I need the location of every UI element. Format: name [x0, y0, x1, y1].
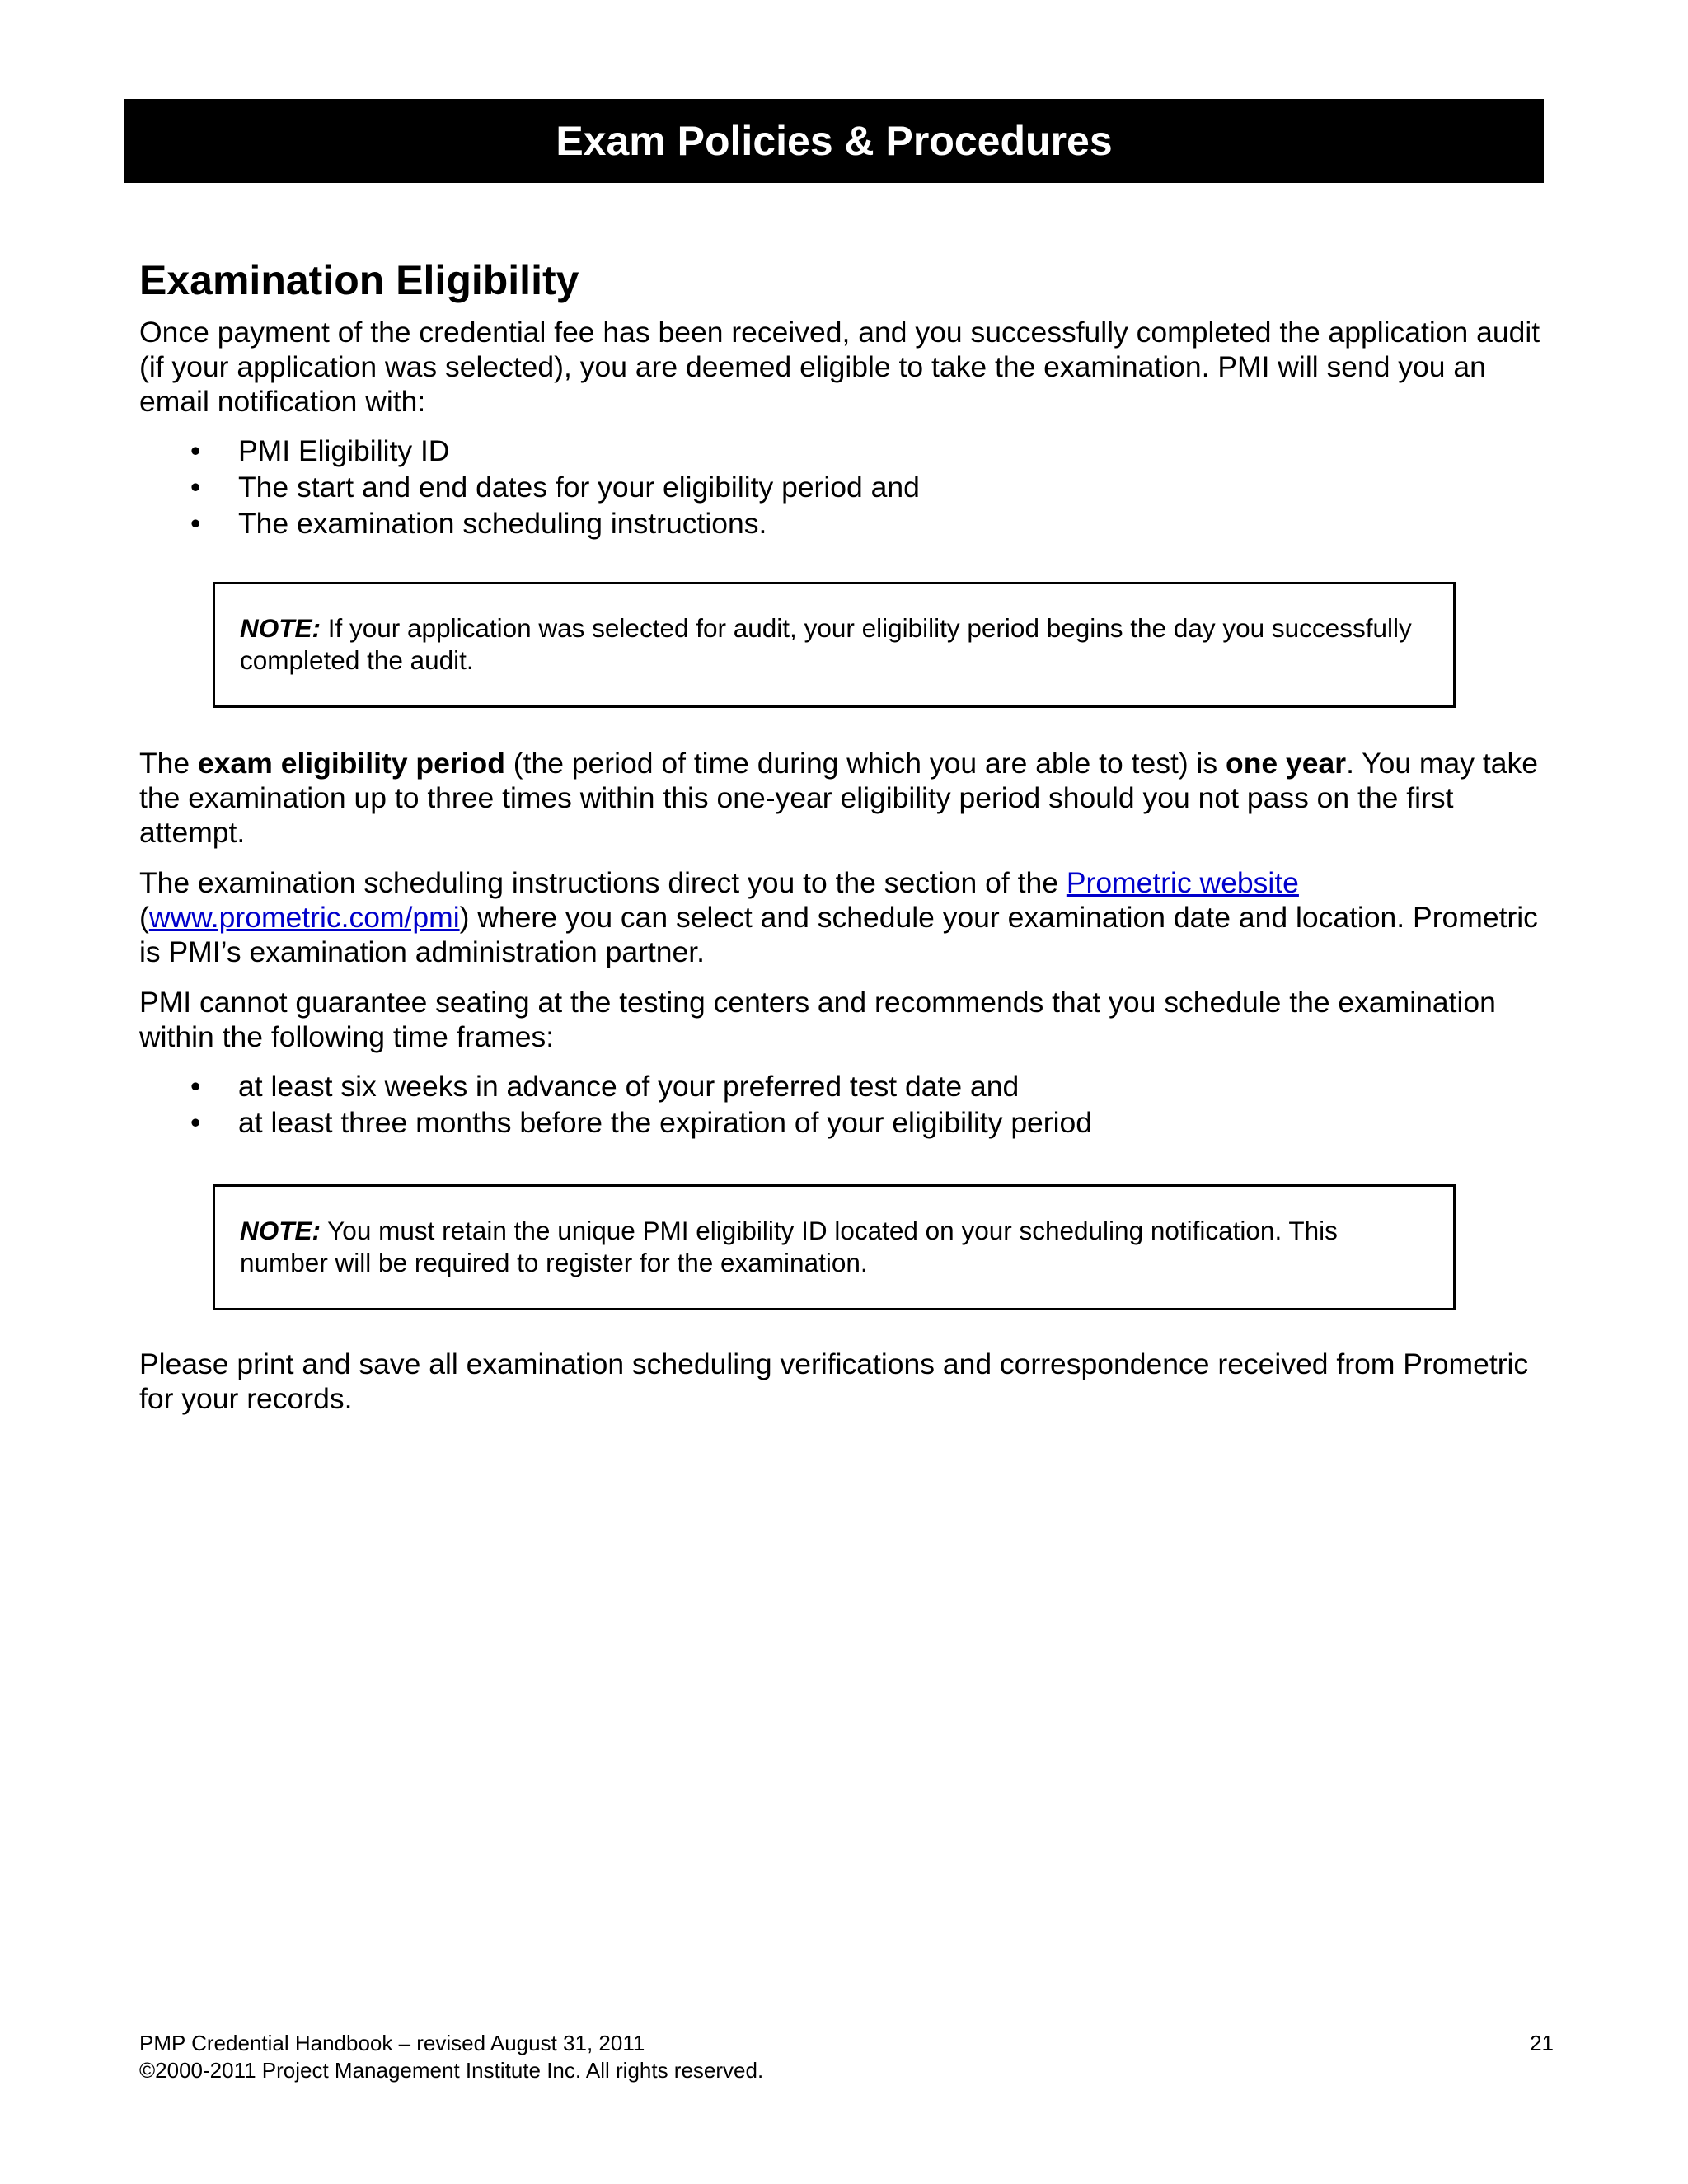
bullet-glyph: • [190, 434, 201, 467]
bullet-glyph: • [190, 1070, 201, 1103]
list-item [139, 1104, 1557, 1141]
seating-paragraph: PMI cannot guarantee seating at the testing centers and recommends that you schedule the examination within the following time frames: [139, 986, 1496, 1053]
footer-copyright: ©2000-2011 Project Management Institute Inc. All rights reserved. [139, 2058, 764, 2083]
list-item [139, 433, 1557, 469]
prometric-url-link[interactable]: www.prometric.com/pmi [148, 901, 460, 934]
text-run: (the period of time during which you are able to test) is [504, 747, 1226, 780]
audit-note-box [213, 582, 1456, 708]
bullet-glyph: • [190, 507, 201, 540]
intro-paragraph: Once payment of the credential fee has been received, and you successfully completed the application audit (if your application was selected), you are deemed eligible to take the examination. PMI will send you an email notification with: [139, 316, 1540, 418]
list-item [139, 469, 1557, 505]
list-item [139, 505, 1557, 541]
lower-content [139, 746, 1557, 1141]
email-notification-list [139, 433, 1557, 541]
list-item-text: at least six weeks in advance of your preferred test date and [238, 1070, 1020, 1103]
note-text: You must retain the unique PMI eligibility ID located on your scheduling notification. This number will be required to register for the examination. [240, 1216, 1338, 1277]
banner-title: Exam Policies & Procedures [556, 118, 1113, 164]
note-label: NOTE: [240, 1216, 321, 1245]
bullet-glyph: • [190, 1106, 201, 1139]
text-run: The examination scheduling instructions direct you to the section of the [139, 866, 1067, 899]
closing-paragraph: Please print and save all examination scheduling verifications and correspondence received from Prometric for your records. [139, 1347, 1529, 1415]
note-label: NOTE: [240, 613, 321, 643]
list-item-text: The start and end dates for your eligibility period and [238, 471, 920, 504]
prometric-website-link[interactable]: Prometric website [1066, 866, 1299, 899]
text-run: ( [139, 901, 149, 934]
bold-term-one-year: one year [1226, 747, 1347, 780]
text-run: ) where you can select and schedule your examination date and location. Prometric is PMI’s examination administration partner. [139, 901, 1538, 968]
eligibility-period-paragraph [139, 746, 1557, 850]
text-run: . You may take the examination up to three times within this one-year eligibility period should you not pass on the first attempt. [139, 747, 1538, 849]
closing-content [139, 1347, 1557, 1432]
time-frame-list [139, 1068, 1557, 1141]
scheduling-paragraph [139, 865, 1557, 969]
list-item-text: The examination scheduling instructions. [238, 507, 767, 540]
bold-term-eligibility-period: exam eligibility period [198, 747, 505, 780]
footer-revision: PMP Credential Handbook – revised August 31, 2011 [139, 2031, 645, 2055]
note-text: If your application was selected for audit, your eligibility period begins the day you successfully completed the audit. [240, 613, 1412, 675]
main-content [139, 249, 1557, 541]
page-number: 21 [1530, 2031, 1554, 2055]
list-item [139, 1068, 1557, 1104]
eligibility-id-note-box [213, 1184, 1456, 1310]
list-item-text: at least three months before the expiration of your eligibility period [238, 1106, 1093, 1139]
text-run: The [139, 747, 199, 780]
page-banner [124, 99, 1544, 183]
page-footer [139, 2030, 1554, 2084]
section-heading: Examination Eligibility [139, 257, 579, 303]
list-item-text: PMI Eligibility ID [238, 434, 450, 467]
bullet-glyph: • [190, 471, 201, 504]
